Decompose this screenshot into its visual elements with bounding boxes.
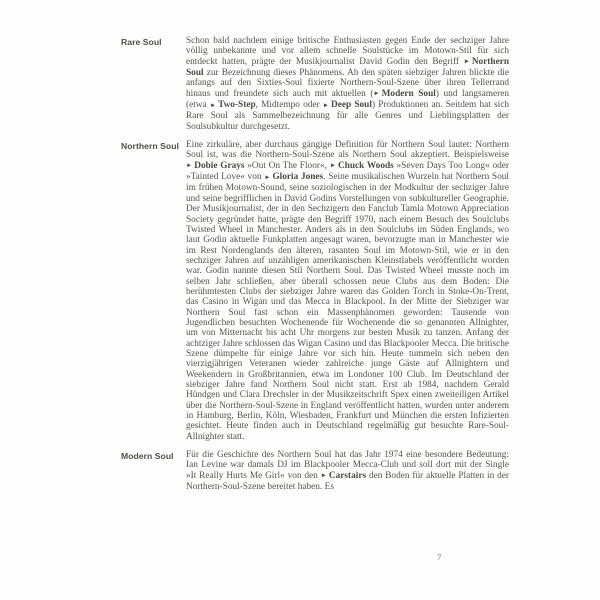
cross-reference [210, 100, 256, 110]
cross-reference-text: Two-Step [218, 100, 256, 111]
cross-reference [186, 161, 245, 171]
page-number: 7 [437, 552, 442, 562]
arrow-right-icon: ► [322, 101, 330, 109]
entry-text-run: Schon bald nachdem einige britische Enthusiasten gegen Ende der sechziger Jahre völlig unbekannte und vor allem schnelle Soulstücke im Motown-Stil für sich entdeckt hatten, prägte der Musikjournalist David Godin den Begriff [186, 36, 509, 67]
cross-reference-text: Modern Soul [381, 88, 436, 99]
arrow-right-icon: ► [463, 58, 470, 66]
entry [121, 140, 509, 442]
entry-term: Rare Soul [121, 36, 162, 47]
cross-reference-text: Northern Soul [186, 56, 509, 79]
cross-reference [321, 471, 366, 481]
entry-text-run: , Midtempo oder [255, 100, 323, 111]
entry-text-run: . Seine musikalischen Wurzeln hat Northern Soul im frühen Motown-Sound, seine soziologischen in der Modkultur der sechziger Jahre und seine begrifflichen in David Godins Vorstellungen von subkultureller Geographie. Der Musikjournalist, der in den Sechzigern den Fanclub Tamla Motown Appreciation Society gegründet hatte, prägte den Begriff 1970, nach einem Besuch des Soulclubs Twisted Wheel in Manchester. Anders als in den Soulclubs im Süden Englands, wo laut Godin aktuelle Funkplatten angesagt waren, bevorzugte man in Manchester wie im Rest Nordenglands den älteren, rasanten Soul im Motown-Stil, wie er in den sechziger Jahren auf unzähligen amerikanischen Kleinstlabels veröffentlicht worden war. Godin nannte diesen Stil Northern Soul. Das Twisted Wheel musste noch im selben Jahr schließen, aber überall schossen neue Clubs aus dem Boden: Die berühmtesten Clubs der siebziger Jahre waren das Golden Torch in Stoke-On-Trent, das Casino in Wigan und das Mecca in Blackpool. In der Mitte der Siebziger war Northern Soul fast schon ein Massenphänomen geworden: Tausende von Jugendlichen besuchten Wochenende für Wochenende die so genannten Allnighter, um von Mitternacht bis acht Uhr morgens zur besten Musik zu tanzen. Anfang der achtziger Jahre schlossen das Wigan Casino und das Blackpooler Mecca. Die britische Szene dümpelte für einige Jahre vor sich hin. Heute tummeln sich neben den vierzigjährigen Veteranen wieder zahlreiche junge Gäste auf Allnightern und Weekendern in Großbritannien, etwa im Londoner 100 Club. Im Deutschland der siebziger Jahre fand Northern Soul nicht statt. Erst ab 1984, nachdem Gerald Hündgen und Clara Drechsler in der Musikzeitschrift Spex einen zweiteiligen Artikel über die Northern-Soul-Szene in England veröffentlicht hatten, wurden unter anderem in Hamburg, Berlin, Köln, Wiesbaden, Frankfurt und München die ersten Infizierten gesichtet. Heute finden auch in Deutschland regelmäßig gut besuchte Rare-Soul-Allnighter statt. [186, 172, 509, 442]
cross-reference [373, 89, 435, 99]
entry-text-run: Für die Geschichte des Northern Soul hat das Jahr 1974 eine besondere Bedeutung: Ian Levine war damals DJ im Blackpooler Mecca-Club und soll dort mit der Single »It Really Hurts Me Girl« von den [186, 450, 509, 481]
entry-text [186, 450, 509, 492]
cross-reference [330, 161, 394, 171]
entry-text-run: den Boden für aktuelle Platten in der Northern-Soul-Szene bereitet haben. Es [186, 470, 509, 493]
cross-reference-text: Carstairs [328, 470, 367, 481]
entry-text [186, 36, 509, 132]
entry-text-run: Eine zirkuläre, aber durchaus gängige Definition für Northern Soul lautet: Northern Soul ist, was die Northern-Soul-Szene als Northern Soul akzeptiert. Beispielsweise [186, 140, 509, 161]
entry-term: Modern Soul [121, 450, 174, 461]
cross-reference-text: Gloria Jones [272, 172, 324, 183]
entry-text-run: ) Produktionen an. Seitdem hat sich Rare Soul als Sammelbezeichnung für alle Genres und Lieblingsplatten der Soulsubkultur durchgesetzt. [186, 100, 509, 132]
entry [121, 36, 509, 132]
arrow-right-icon: ► [186, 162, 193, 170]
arrow-right-icon: ► [373, 90, 380, 98]
entry-text [186, 140, 509, 442]
entry-text-run: »Seven Days Too Long« oder »Tainted Love« von [186, 160, 510, 183]
entry [121, 450, 509, 492]
arrow-right-icon: ► [320, 472, 327, 480]
entries [121, 36, 509, 500]
cross-reference [323, 100, 372, 110]
cross-reference [264, 172, 323, 182]
cross-reference-text: Deep Soul [331, 100, 372, 111]
cross-reference-text: Chuck Woods [337, 160, 394, 171]
arrow-right-icon: ► [329, 162, 336, 170]
entry-text-run: »Out On The Floor«, [244, 160, 330, 171]
entry-term: Northern Soul [121, 140, 179, 151]
entry-text-run: zur Bezeichnung dieses Phänomens. Ab den späten siebziger Jahren blickte die anfangs auf den Sixties-Soul fixierte Northern-Soul-Szene über ihren Tellerrand hinaus und freundete sich auch mit aktuellen ( [186, 68, 509, 99]
arrow-right-icon: ► [264, 173, 271, 181]
cross-reference-text: Dobie Grays [194, 160, 245, 171]
arrow-right-icon: ► [209, 101, 217, 109]
entry-text-run: ) und langsameren (etwa [186, 88, 509, 111]
